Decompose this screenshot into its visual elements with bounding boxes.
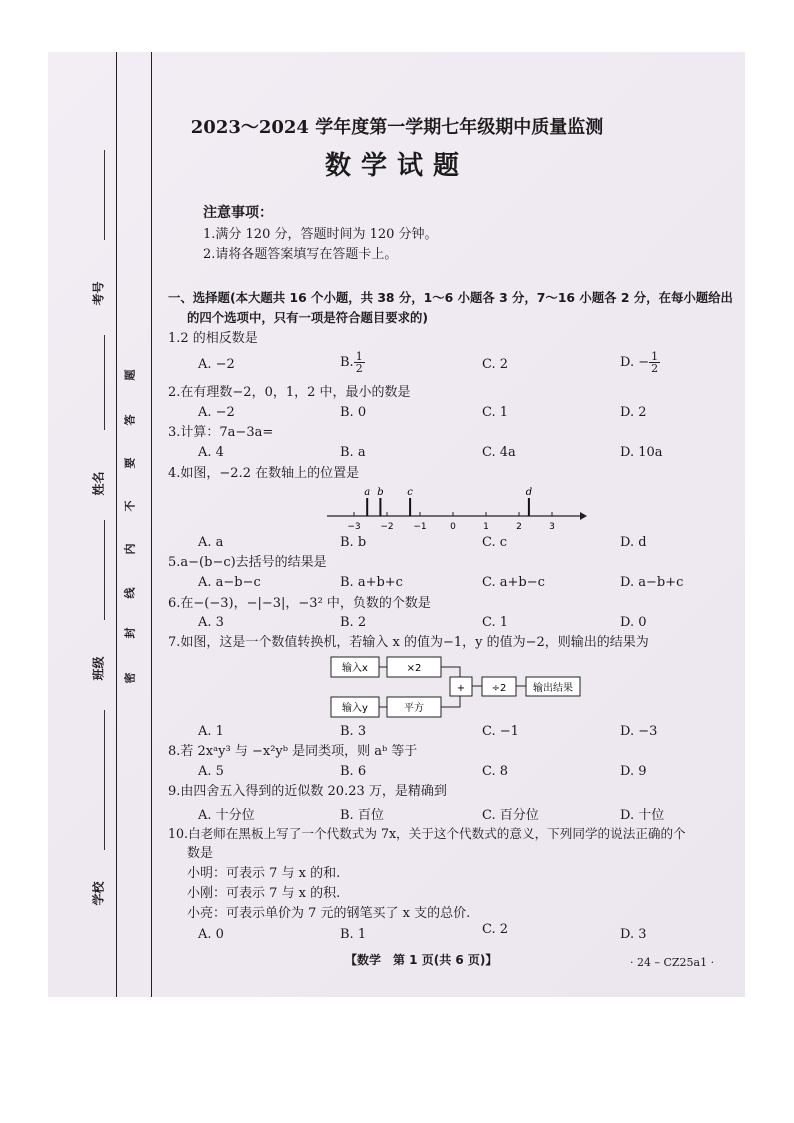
binding-line-inner bbox=[151, 52, 152, 997]
statement-xiaogang: 小刚：可表示 7 与 x 的积. bbox=[187, 886, 341, 901]
option: A. 1 bbox=[198, 724, 224, 739]
number-line-tick-label: −2 bbox=[380, 522, 394, 532]
seal-char: 密 bbox=[123, 672, 137, 684]
question-stem: 6.在−(−3)，−|−3|，−3² 中，负数的个数是 bbox=[168, 596, 431, 611]
field-name: 姓名 bbox=[91, 471, 106, 496]
seal-char: 内 bbox=[123, 543, 137, 555]
seal-char: 要 bbox=[123, 457, 137, 469]
option: B. b bbox=[340, 535, 367, 550]
statement-xiaoming: 小明：可表示 7 与 x 的和. bbox=[187, 866, 341, 881]
question-stem-cont: 数是 bbox=[187, 846, 214, 861]
seal-char: 不 bbox=[123, 500, 137, 512]
seal-char: 题 bbox=[123, 369, 137, 381]
machine-box-divide2: ÷2 bbox=[491, 683, 507, 694]
option: B. 3 bbox=[340, 724, 367, 739]
option: D. 3 bbox=[620, 927, 647, 942]
option: A. −2 bbox=[198, 357, 235, 372]
option: B. 2 bbox=[340, 615, 367, 630]
number-line-tick-label: −1 bbox=[413, 522, 427, 532]
question-stem: 9.由四舍五入得到的近似数 20.23 万，是精确到 bbox=[168, 784, 447, 799]
option: C. 1 bbox=[482, 615, 509, 630]
notes-heading: 注意事项： bbox=[203, 205, 273, 221]
exam-title: 2023～2024 学年度第一学期七年级期中质量监测 bbox=[190, 117, 604, 138]
number-line bbox=[325, 486, 585, 536]
section-header: 一、选择题(本大题共 16 个小题，共 38 分，1～6 小题各 3 分，7～16 小题各 2 分，在每小题给出 bbox=[168, 290, 733, 305]
seal-char: 封 bbox=[123, 627, 137, 639]
option: D. − $\frac{1}{2}$ bbox=[620, 350, 659, 375]
question-stem: 8.若 2xᵃy³ 与 −x²yᵇ 是同类项，则 aᵇ 等于 bbox=[168, 744, 418, 759]
option: B. 百位 bbox=[340, 808, 384, 823]
option: D. 0 bbox=[620, 615, 647, 630]
option: C. 2 bbox=[482, 922, 509, 937]
option: C. 百分位 bbox=[482, 808, 539, 823]
question-stem: 3.计算：7a−3a= bbox=[168, 425, 274, 440]
option: C. a+b−c bbox=[482, 575, 545, 590]
option: B. 1 bbox=[340, 927, 367, 942]
option: B. 0 bbox=[340, 405, 367, 420]
section-header-cont: 的四个选项中，只有一项是符合题目要求的) bbox=[187, 310, 429, 325]
number-line-tick-label: 3 bbox=[549, 522, 555, 532]
statement-xiaoliang: 小亮：可表示单价为 7 元的钢笔买了 x 支的总价. bbox=[187, 906, 471, 921]
option: B. a bbox=[340, 445, 366, 460]
fraction: $\frac{1}{2}$ bbox=[651, 350, 659, 375]
note-item: 2.请将各题答案填写在答题卡上。 bbox=[203, 247, 398, 262]
option: D. 2 bbox=[620, 405, 647, 420]
question-stem: 7.如图，这是一个数值转换机，若输入 x 的值为−1，y 的值为−2，则输出的结果为 bbox=[168, 635, 649, 650]
conversion-machine-diagram bbox=[330, 655, 590, 720]
field-school-blank bbox=[104, 710, 105, 850]
number-line-point-label: a bbox=[364, 487, 371, 498]
option: D. 9 bbox=[620, 764, 647, 779]
number-line-tick-label: −3 bbox=[347, 522, 361, 532]
machine-box-square: 平方 bbox=[404, 703, 424, 714]
seal-char: 答 bbox=[123, 414, 137, 426]
fraction: $\frac{1}{2}$ bbox=[355, 350, 363, 375]
option: C. −1 bbox=[482, 724, 519, 739]
option: D. d bbox=[620, 535, 647, 550]
option: C. 2 bbox=[482, 357, 509, 372]
option: B. a+b+c bbox=[340, 575, 403, 590]
field-school: 学校 bbox=[91, 881, 106, 906]
number-line-tick-label: 2 bbox=[516, 522, 522, 532]
number-line-point-label: c bbox=[407, 487, 413, 498]
option: D. −3 bbox=[620, 724, 658, 739]
field-class-blank bbox=[104, 520, 105, 620]
option: C. c bbox=[482, 535, 508, 550]
machine-box-input-y: 输入y bbox=[342, 703, 368, 714]
binding-line-outer bbox=[116, 52, 117, 997]
field-exam-number: 考号 bbox=[91, 281, 106, 306]
option: A. a−b−c bbox=[198, 575, 261, 590]
number-line-tick-label: 0 bbox=[450, 522, 456, 532]
machine-box-input-x: 输入x bbox=[342, 663, 368, 674]
field-name-blank bbox=[104, 335, 105, 430]
question-stem: 1.2 的相反数是 bbox=[168, 331, 258, 346]
seal-char: 线 bbox=[123, 587, 137, 599]
option: B. 6 bbox=[340, 764, 367, 779]
number-line-point-label: b bbox=[377, 487, 384, 498]
question-stem: 4.如图，−2.2 在数轴上的位置是 bbox=[168, 466, 360, 481]
option: A. −2 bbox=[198, 405, 235, 420]
page-footer: 【数学 第 1 页(共 6 页)】 bbox=[345, 953, 498, 967]
option: D. 十位 bbox=[620, 808, 665, 823]
option: A. a bbox=[198, 535, 224, 550]
option: C. 8 bbox=[482, 764, 509, 779]
subject-title: 数学试题 bbox=[324, 151, 469, 181]
option: A. 5 bbox=[198, 764, 224, 779]
field-class: 班级 bbox=[91, 656, 106, 681]
question-stem: 2.在有理数−2，0，1，2 中，最小的数是 bbox=[168, 385, 411, 400]
page-code: · 24 – CZ25a1 · bbox=[630, 956, 715, 969]
note-item: 1.满分 120 分，答题时间为 120 分钟。 bbox=[203, 227, 438, 242]
option: A. 4 bbox=[198, 445, 224, 460]
question-stem: 10.白老师在黑板上写了一个代数式为 7x，关于这个代数式的意义，下列同学的说法正确的个 bbox=[168, 826, 686, 841]
option: D. a−b+c bbox=[620, 575, 684, 590]
option: C. 1 bbox=[482, 405, 509, 420]
option: A. 0 bbox=[198, 927, 224, 942]
number-line-tick-label: 1 bbox=[483, 522, 489, 532]
machine-box-plus: + bbox=[456, 683, 466, 694]
machine-box-times2: ×2 bbox=[406, 663, 422, 674]
machine-box-output: 输出结果 bbox=[533, 683, 573, 694]
option: C. 4a bbox=[482, 445, 516, 460]
option: D. 10a bbox=[620, 445, 663, 460]
option: A. 十分位 bbox=[198, 808, 255, 823]
number-line-point-label: d bbox=[525, 487, 533, 498]
option: B. $\frac{1}{2}$ bbox=[340, 350, 363, 375]
option: A. 3 bbox=[198, 615, 224, 630]
question-stem: 5.a−(b−c)去括号的结果是 bbox=[168, 555, 327, 570]
